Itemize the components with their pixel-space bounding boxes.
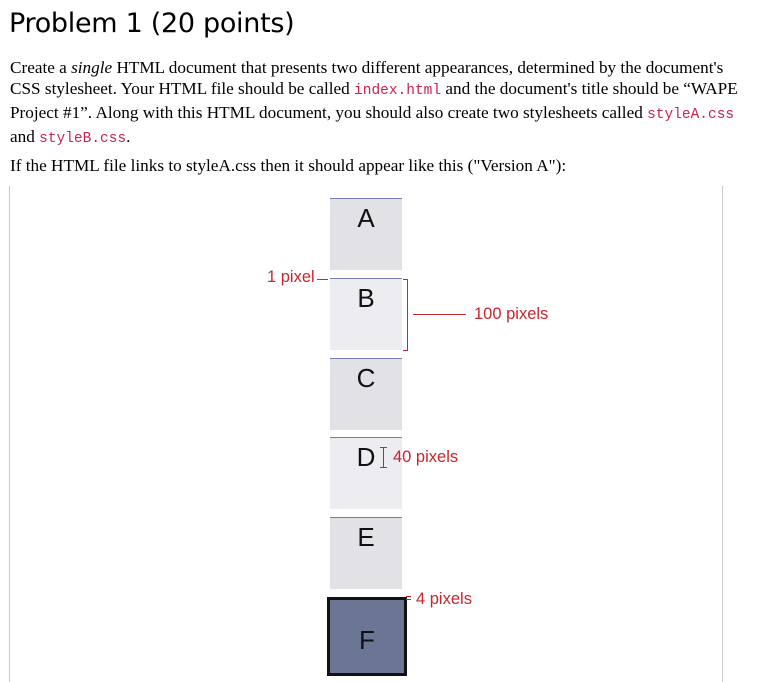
code-stylea-css: styleA.css bbox=[647, 107, 735, 123]
height-annotation-label: 100 pixels bbox=[474, 305, 549, 323]
padding-bracket-bottom bbox=[380, 467, 387, 468]
border-annotation-line bbox=[317, 279, 328, 280]
padding-bracket-top bbox=[380, 447, 387, 448]
desc-text-1: Create a bbox=[10, 58, 72, 77]
desc-text-3: and the document's title should be “WAPE Project #1”. Along with this HTML document, you should also create two stylesheets called bbox=[10, 79, 738, 122]
desc-text-2: HTML document that presents two different appearances, determined by the document's CSS stylesheet. Your HTML file should be called bbox=[10, 58, 724, 98]
height-annotation-line bbox=[413, 314, 466, 315]
box-e: E bbox=[330, 517, 402, 589]
height-bracket-bottom bbox=[403, 350, 408, 351]
box-c: C bbox=[330, 358, 402, 430]
margin-mark-top bbox=[406, 596, 411, 597]
border-annotation-label: 1 pixel bbox=[267, 268, 315, 286]
box-f: F bbox=[327, 597, 407, 676]
desc-text-5: . bbox=[126, 127, 131, 146]
box-d: D bbox=[330, 437, 402, 509]
height-bracket bbox=[407, 279, 408, 351]
code-index-html: index.html bbox=[354, 83, 442, 99]
padding-bracket bbox=[383, 447, 384, 468]
desc-text-4: and bbox=[10, 127, 40, 146]
box-b: B bbox=[330, 278, 402, 350]
code-styleb-css: styleB.css bbox=[39, 131, 127, 147]
problem-title: Problem 1 (20 points) bbox=[9, 8, 295, 39]
version-a-intro: If the HTML file links to styleA.css then it should appear like this ("Version A"): bbox=[10, 156, 567, 175]
margin-mark-bottom bbox=[406, 599, 411, 600]
desc-text-emphasis: single bbox=[71, 58, 113, 77]
problem-description bbox=[10, 57, 740, 150]
box-a: A bbox=[330, 198, 402, 270]
margin-annotation-label: 4 pixels bbox=[416, 590, 472, 608]
padding-annotation-label: 40 pixels bbox=[393, 448, 459, 466]
